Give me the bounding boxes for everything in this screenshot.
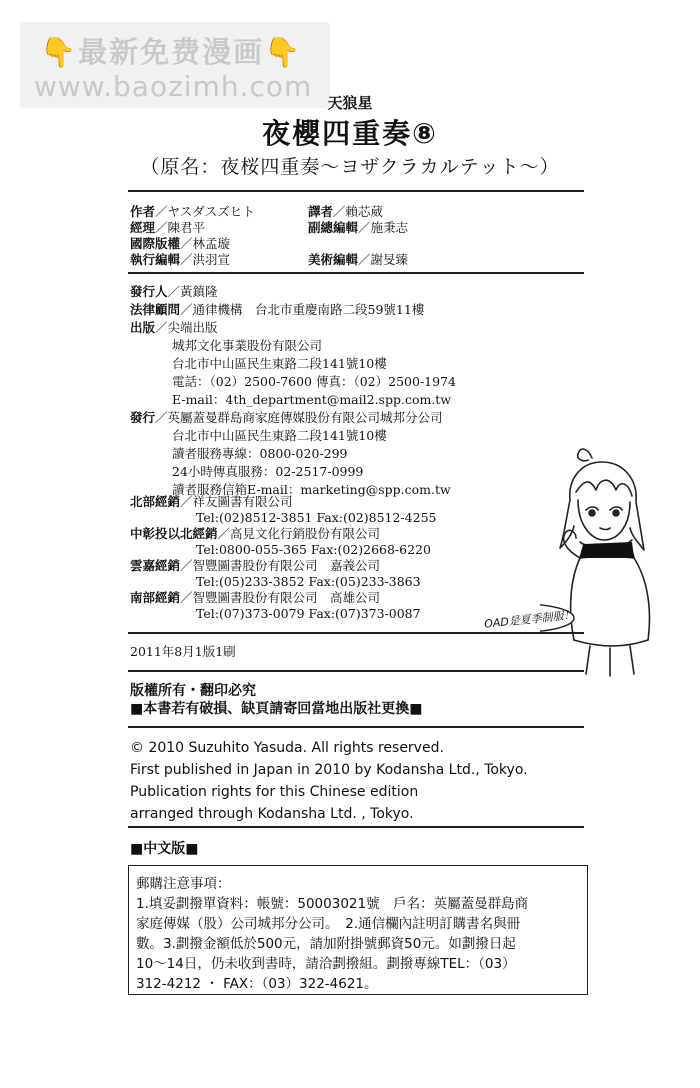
- distributor: 發行／英屬蓋曼群島商家庭傳媒股份有限公司城邦分公司: [130, 410, 443, 425]
- chinese-edition-label: ■中文版■: [130, 841, 199, 857]
- credit-deputy-editor: 副總編輯／施秉志: [308, 220, 409, 235]
- replacement-notice: ■本書若有破損、缺頁請寄回當地出版社更換■: [130, 701, 423, 717]
- divider: [128, 632, 584, 634]
- rights-notice: 版權所有・翻印必究: [130, 683, 256, 699]
- legal-counsel: 法律顧問／通律機構 台北市重慶南路二段59號11樓: [130, 302, 425, 317]
- divider: [128, 826, 584, 828]
- regional-north: 北部經銷／祥友圖書有限公司: [130, 494, 293, 509]
- publisher: 出版／尖端出版: [130, 320, 218, 335]
- regional-central: 中彰投以北經銷／高見文化行銷股份有限公司: [130, 526, 381, 541]
- series-label: 天狼星: [327, 94, 373, 112]
- distributor-line: 24小時傳真服務：02-2517-0999: [172, 464, 364, 479]
- regional-south: 南部經銷／智豐圖書股份有限公司 高雄公司: [130, 590, 381, 605]
- copyright-line: Publication rights for this Chinese edition: [130, 784, 419, 800]
- pointing-hand-icon: 👇: [264, 35, 303, 69]
- credit-author: 作者／ヤスダスズヒト: [130, 204, 255, 219]
- regional-chiayi: 雲嘉經銷／智豐圖書股份有限公司 嘉義公司: [130, 558, 381, 573]
- mail-order-heading: 郵購注意事項：: [136, 876, 231, 892]
- character-illustration: [540, 440, 700, 680]
- book-title: 夜櫻四重奏⑧: [262, 117, 438, 150]
- copyright-line: First published in Japan in 2010 by Kodansha Ltd., Tokyo.: [130, 762, 528, 778]
- publisher-line: E-mail：4th_department@mail2.spp.com.tw: [172, 392, 452, 407]
- divider: [128, 670, 584, 672]
- distributor-line: 讀者服務專線：0800-020-299: [172, 446, 348, 461]
- regional-chiayi-tel: Tel:(05)233-3852 Fax:(05)233-3863: [196, 574, 421, 589]
- copyright-line: arranged through Kodansha Ltd. , Tokyo.: [130, 806, 414, 822]
- credit-art-editor: 美術編輯／謝旻臻: [308, 252, 409, 267]
- divider: [128, 726, 584, 728]
- credit-manager: 經理／陳君平: [130, 220, 206, 235]
- mail-order-line: 1.填妥劃撥單資料：帳號：50003021號 戶名：英屬蓋曼群島商: [136, 896, 529, 912]
- speech-bubble-text: OAD是夏季制服！: [483, 608, 576, 631]
- publisher-line: 城邦文化事業股份有限公司: [172, 338, 323, 353]
- watermark-url: www.baozimh.com: [34, 70, 313, 103]
- mail-order-line: 312-4212 ・ FAX：（03）322-4621。: [136, 976, 378, 992]
- distributor-line: 台北市中山區民生東路二段141號10樓: [172, 428, 387, 443]
- divider: [128, 272, 584, 274]
- credit-exec-editor: 執行編輯／洪羽宣: [130, 252, 231, 267]
- regional-north-tel: Tel:(02)8512-3851 Fax:(02)8512-4255: [196, 510, 437, 525]
- mail-order-line: 10〜14日，仍未收到書時，請洽劃撥組。劃撥專線TEL：（03）: [136, 956, 516, 972]
- pointing-hand-icon: 👇: [40, 35, 79, 69]
- regional-central-tel: Tel:0800-055-365 Fax:(02)2668-6220: [196, 542, 431, 557]
- original-title: （原名：夜桜四重奏〜ヨザクラカルテット〜）: [140, 156, 560, 178]
- mail-order-line: 數。3.劃撥金額低於500元，請加附掛號郵資50元。如劃撥日起: [136, 936, 516, 952]
- credit-translator: 譯者／賴芯葳: [308, 204, 384, 219]
- issuer: 發行人／黃鎮隆: [130, 284, 218, 299]
- edition-info: 2011年8月1版1刷: [130, 644, 236, 659]
- mail-order-line: 家庭傳媒（股）公司城邦分公司。 2.通信欄內註明訂購書名與冊: [136, 916, 521, 932]
- divider: [128, 190, 584, 192]
- distributor-line: 讀者服務信箱E-mail：marketing@spp.com.tw: [172, 482, 451, 497]
- copyright-line: © 2010 Suzuhito Yasuda. All rights reserved.: [130, 740, 444, 756]
- regional-south-tel: Tel:(07)373-0079 Fax:(07)373-0087: [196, 606, 421, 621]
- publisher-line: 台北市中山區民生東路二段141號10樓: [172, 356, 387, 371]
- credit-rights: 國際版權／林孟璇: [130, 236, 231, 251]
- watermark-title: 👇最新免费漫画👇: [40, 35, 303, 69]
- publisher-line: 電話：（02）2500-7600 傳真：（02）2500-1974: [172, 374, 456, 389]
